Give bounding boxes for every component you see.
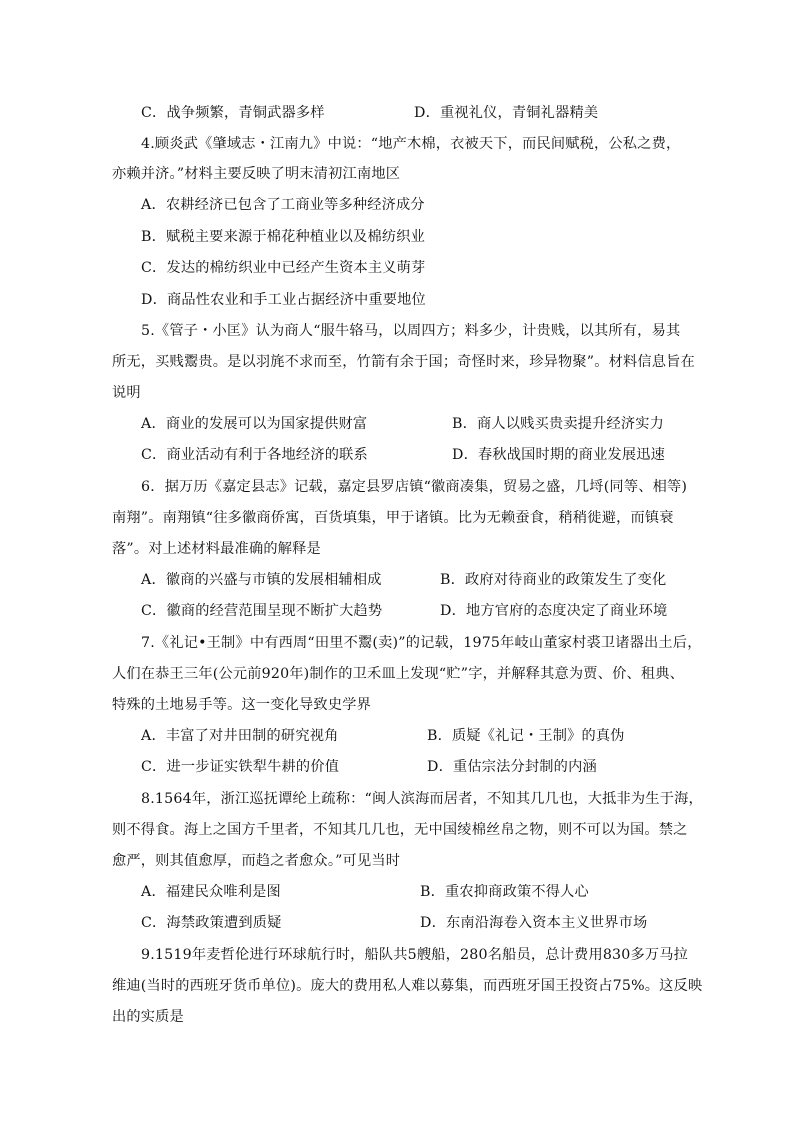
q5-option-c: C．商业活动有利于各地经济的联系 (141, 447, 368, 463)
q7-option-a: A．丰富了对井田制的研究视角 (141, 728, 339, 744)
q9-stem-line-1: 9.1519年麦哲伦进行环球航行时，船队共5艘船，280名船员，总计费用830多万马拉 (141, 947, 689, 963)
q8-option-a: A．福建民众唯利是图 (141, 884, 281, 900)
q7-option-b: B．质疑《礼记・王制》的真伪 (427, 728, 625, 744)
q7-stem-line-2: 人们在恭王三年(公元前920年)制作的卫禾皿上发现“贮”字，并解释其意为贾、价、租典、 (112, 666, 685, 682)
q4-stem-line-1: 4.顾炎武《肇域志・江南九》中说：“地产木棉，衣被天下，而民间赋税，公私之费， (141, 136, 681, 152)
q8-option-c: C．海禁政策遭到质疑 (141, 915, 282, 931)
q4-option-b: B．赋税主要来源于棉花种植业以及棉纺织业 (141, 229, 425, 245)
q7-stem-line-1: 7.《礼记•王制》中有西周“田里不鬻(卖)”的记载，1975年岐山董家村裘卫诸器出土后， (141, 635, 702, 651)
q4-option-a: A．农耕经济已包含了工商业等多种经济成分 (141, 197, 425, 213)
q5-option-d: D．春秋战国时期的商业发展迅速 (452, 447, 666, 463)
q7-option-d: D．重估宗法分封制的内涵 (427, 759, 597, 775)
q8-stem-line-3: 愈严，则其值愈厚，而趋之者愈众。”可见当时 (112, 853, 401, 869)
q5-stem-line-3: 说明 (112, 385, 141, 401)
q5-stem-line-2: 所无，买贱鬻贵。是以羽旄不求而至，竹箭有余于国；奇怪时来，珍异物聚”。材料信息旨在 (112, 354, 695, 370)
q5-stem-line-1: 5.《管子・小匡》认为商人“服牛辂马，以周四方；料多少，计贵贱，以其所有，易其 (141, 323, 681, 339)
q3-option-c: C．战争频繁，青铜武器多样 (141, 105, 325, 121)
q6-stem-line-1: 6．据万历《嘉定县志》记载，嘉定县罗店镇“徽商凑集，贸易之盛，几埒(同等、相等) (141, 479, 688, 495)
q6-option-b: B．政府对待商业的政策发生了变化 (440, 572, 667, 588)
q8-option-b: B．重农抑商政策不得人心 (420, 884, 589, 900)
q4-option-c: C．发达的棉纺织业中已经产生资本主义萌芽 (141, 260, 426, 276)
q4-stem-line-2: 亦赖并济。”材料主要反映了明末清初江南地区 (112, 166, 401, 182)
q8-stem-line-1: 8.1564年，浙江巡抚谭纶上疏称：“闽人滨海而居者，不知其几几也，大抵非为生于海， (141, 791, 703, 807)
q6-stem-line-3: 落”。对上述材料最准确的解释是 (112, 541, 321, 557)
q5-option-b: B．商人以贱买贵卖提升经济实力 (452, 416, 665, 432)
q7-stem-line-3: 特殊的土地易手等。这一变化导致史学界 (112, 697, 371, 713)
q9-stem-line-2: 维迪(当时的西班牙货币单位)。庞大的费用私人难以募集，而西班牙国王投资占75%。这反映 (112, 978, 703, 994)
q6-option-c: C．徽商的经营范围呈现不断扩大趋势 (141, 603, 383, 619)
q3-option-d: D．重视礼仪，青铜礼器精美 (414, 105, 599, 121)
q6-option-d: D．地方官府的态度决定了商业环境 (440, 603, 668, 619)
q6-option-a: A．徽商的兴盛与市镇的发展相辅相成 (141, 572, 382, 588)
q7-option-c: C．进一步证实铁犁牛耕的价值 (141, 759, 340, 775)
q6-stem-line-2: 南翔”。南翔镇“往多徽商侨寓，百货填集，甲于诸镇。比为无赖蚕食，稍稍徙避，而镇衰 (112, 510, 674, 526)
q4-option-d: D．商品性农业和手工业占据经济中重要地位 (141, 292, 426, 308)
q5-option-a: A．商业的发展可以为国家提供财富 (141, 416, 368, 432)
q8-option-d: D．东南沿海卷入资本主义世界市场 (420, 915, 648, 931)
q8-stem-line-2: 则不得食。海上之国方千里者，不知其几几也，无中国绫棉丝帛之物，则不可以为国。禁之 (112, 822, 688, 838)
q9-stem-line-3: 出的实质是 (112, 1009, 184, 1025)
